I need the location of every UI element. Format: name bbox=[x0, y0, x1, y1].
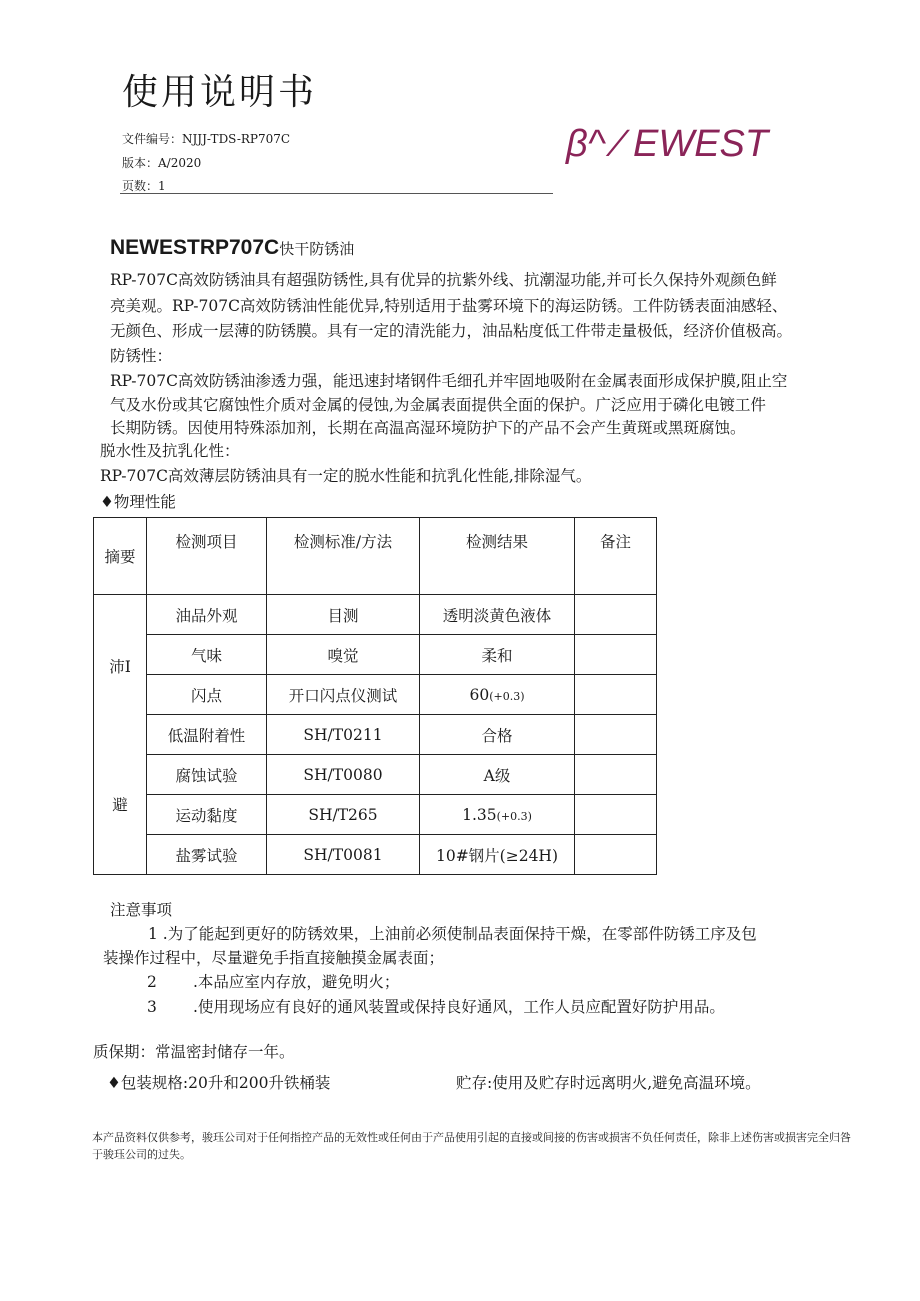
result-cell: 合格 bbox=[420, 715, 575, 755]
note-cell bbox=[575, 635, 657, 675]
notes-heading: 注意事项 bbox=[110, 901, 173, 919]
header-item: 检测项目 bbox=[147, 518, 267, 595]
result-value: 1.35 bbox=[462, 805, 497, 824]
dehydration-text: RP-707C高效薄层防锈油具有一定的脱水性能和抗乳化性能,排除湿气。 bbox=[100, 467, 592, 485]
method-cell: SH/T0211 bbox=[267, 715, 420, 755]
category-cell bbox=[94, 595, 147, 875]
result-tolerance: (+0.3) bbox=[496, 809, 532, 823]
result-cell bbox=[420, 795, 575, 835]
item-cell: 运动黏度 bbox=[147, 795, 267, 835]
header-note: 备注 bbox=[575, 518, 657, 595]
category-label-top: 沛I bbox=[109, 657, 131, 676]
note-cell bbox=[575, 795, 657, 835]
method-cell: 目测 bbox=[267, 595, 420, 635]
result-cell bbox=[420, 675, 575, 715]
table-row bbox=[94, 715, 657, 755]
result-cell: A级 bbox=[420, 755, 575, 795]
intro-line: RP-707C高效防锈油具有超强防锈性,具有优异的抗紫外线、抗潮湿功能,并可长久保持外观颜色鲜 bbox=[110, 271, 777, 289]
method-cell: 开口闪点仪测试 bbox=[267, 675, 420, 715]
table-row bbox=[94, 675, 657, 715]
intro-line: 无颜色、形成一层薄的防锈膜。具有一定的清洗能力，油品粘度低工件带走量极低，经济价值极高。 bbox=[110, 322, 793, 340]
result-value: 60 bbox=[469, 685, 490, 704]
result-cell: 柔和 bbox=[420, 635, 575, 675]
table-row bbox=[94, 795, 657, 835]
item-cell: 腐蚀试验 bbox=[147, 755, 267, 795]
document-title: 使用说明书 bbox=[122, 72, 318, 113]
rust-line: 长期防锈。因使用特殊添加剂，长期在高温高湿环境防护下的产品不会产生黄斑或黑斑腐蚀。 bbox=[110, 419, 746, 437]
rust-heading: 防锈性： bbox=[110, 347, 173, 365]
note-item-1-cont: 装操作过程中，尽量避免手指直接触摸金属表面； bbox=[103, 949, 445, 967]
result-cell: 10#钢片(≥24H) bbox=[420, 835, 575, 875]
method-cell: 嗅觉 bbox=[267, 635, 420, 675]
table-header-row bbox=[94, 518, 657, 595]
intro-line: 亮美观。RP-707C高效防锈油性能优异,特别适用于盐雾环境下的海运防锈。工件防锈表面油感轻、 bbox=[110, 297, 788, 315]
category-label-bottom: 避 bbox=[112, 795, 128, 814]
note-cell bbox=[575, 835, 657, 875]
product-title-rest: 快干防锈油 bbox=[279, 240, 355, 258]
note-item-2: .本品应室内存放，避免明火； bbox=[193, 973, 400, 991]
physical-heading: ♦物理性能 bbox=[100, 493, 176, 511]
result-cell: 透明淡黄色液体 bbox=[420, 595, 575, 635]
shelf-life: 质保期：常温密封储存一年。 bbox=[93, 1043, 295, 1061]
item-cell: 闪点 bbox=[147, 675, 267, 715]
note-cell bbox=[575, 595, 657, 635]
item-cell: 盐雾试验 bbox=[147, 835, 267, 875]
header-summary: 摘要 bbox=[94, 518, 147, 595]
item-cell: 气味 bbox=[147, 635, 267, 675]
item-cell: 低温附着性 bbox=[147, 715, 267, 755]
header-divider bbox=[120, 193, 553, 194]
note-item-3-number: 3 bbox=[147, 998, 157, 1016]
dehydration-heading: 脱水性及抗乳化性： bbox=[100, 442, 240, 460]
header-method: 检测标准/方法 bbox=[267, 518, 420, 595]
item-cell: 油品外观 bbox=[147, 595, 267, 635]
disclaimer: 本产品资料仅供参考，骏珏公司对于任何指控产品的无效性或任何由于产品使用引起的直接或间接的伤害或损害不负任何责任，除非上述伤害或损害完全归咎于骏珏公司的过失。 bbox=[92, 1131, 851, 1161]
rust-line: 气及水份或其它腐蚀性介质对金属的侵蚀,为金属表面提供全面的保护。广泛应用于磷化电镀工件 bbox=[110, 396, 766, 414]
brand-logo: β^ ⁄ EWEST bbox=[566, 123, 769, 165]
note-cell bbox=[575, 675, 657, 715]
product-title-bold: NEWESTRP707C bbox=[110, 236, 280, 259]
version: 版本：A/2020 bbox=[122, 156, 202, 170]
doc-number: 文件编号：NJJJ-TDS-RP707C bbox=[122, 132, 291, 146]
product-title bbox=[110, 234, 354, 262]
table-row bbox=[94, 835, 657, 875]
table-row bbox=[94, 755, 657, 795]
physical-properties-table bbox=[93, 517, 657, 875]
note-item-1: 1 .为了能起到更好的防锈效果，上油前必须使制品表面保持干燥，在零部件防锈工序及包 bbox=[148, 925, 757, 943]
header-result: 检测结果 bbox=[420, 518, 575, 595]
rust-line: RP-707C高效防锈油渗透力强，能迅速封堵钢件毛细孔并牢固地吸附在金属表面形成保护膜,阻止空 bbox=[110, 372, 788, 390]
storage-info: 贮存:使用及贮存时远离明火,避免高温环境。 bbox=[456, 1074, 761, 1092]
page-count: 页数：1 bbox=[122, 179, 166, 193]
method-cell: SH/T265 bbox=[267, 795, 420, 835]
table-row bbox=[94, 595, 657, 635]
method-cell: SH/T0080 bbox=[267, 755, 420, 795]
note-item-2-number: 2 bbox=[147, 973, 157, 991]
method-cell: SH/T0081 bbox=[267, 835, 420, 875]
table-row bbox=[94, 635, 657, 675]
packaging-spec: ♦包装规格:20升和200升铁桶装 bbox=[107, 1074, 331, 1092]
note-item-3: .使用现场应有良好的通风装置或保持良好通风，工作人员应配置好防护用品。 bbox=[193, 998, 725, 1016]
result-tolerance: (+0.3) bbox=[489, 689, 525, 703]
note-cell bbox=[575, 755, 657, 795]
note-cell bbox=[575, 715, 657, 755]
